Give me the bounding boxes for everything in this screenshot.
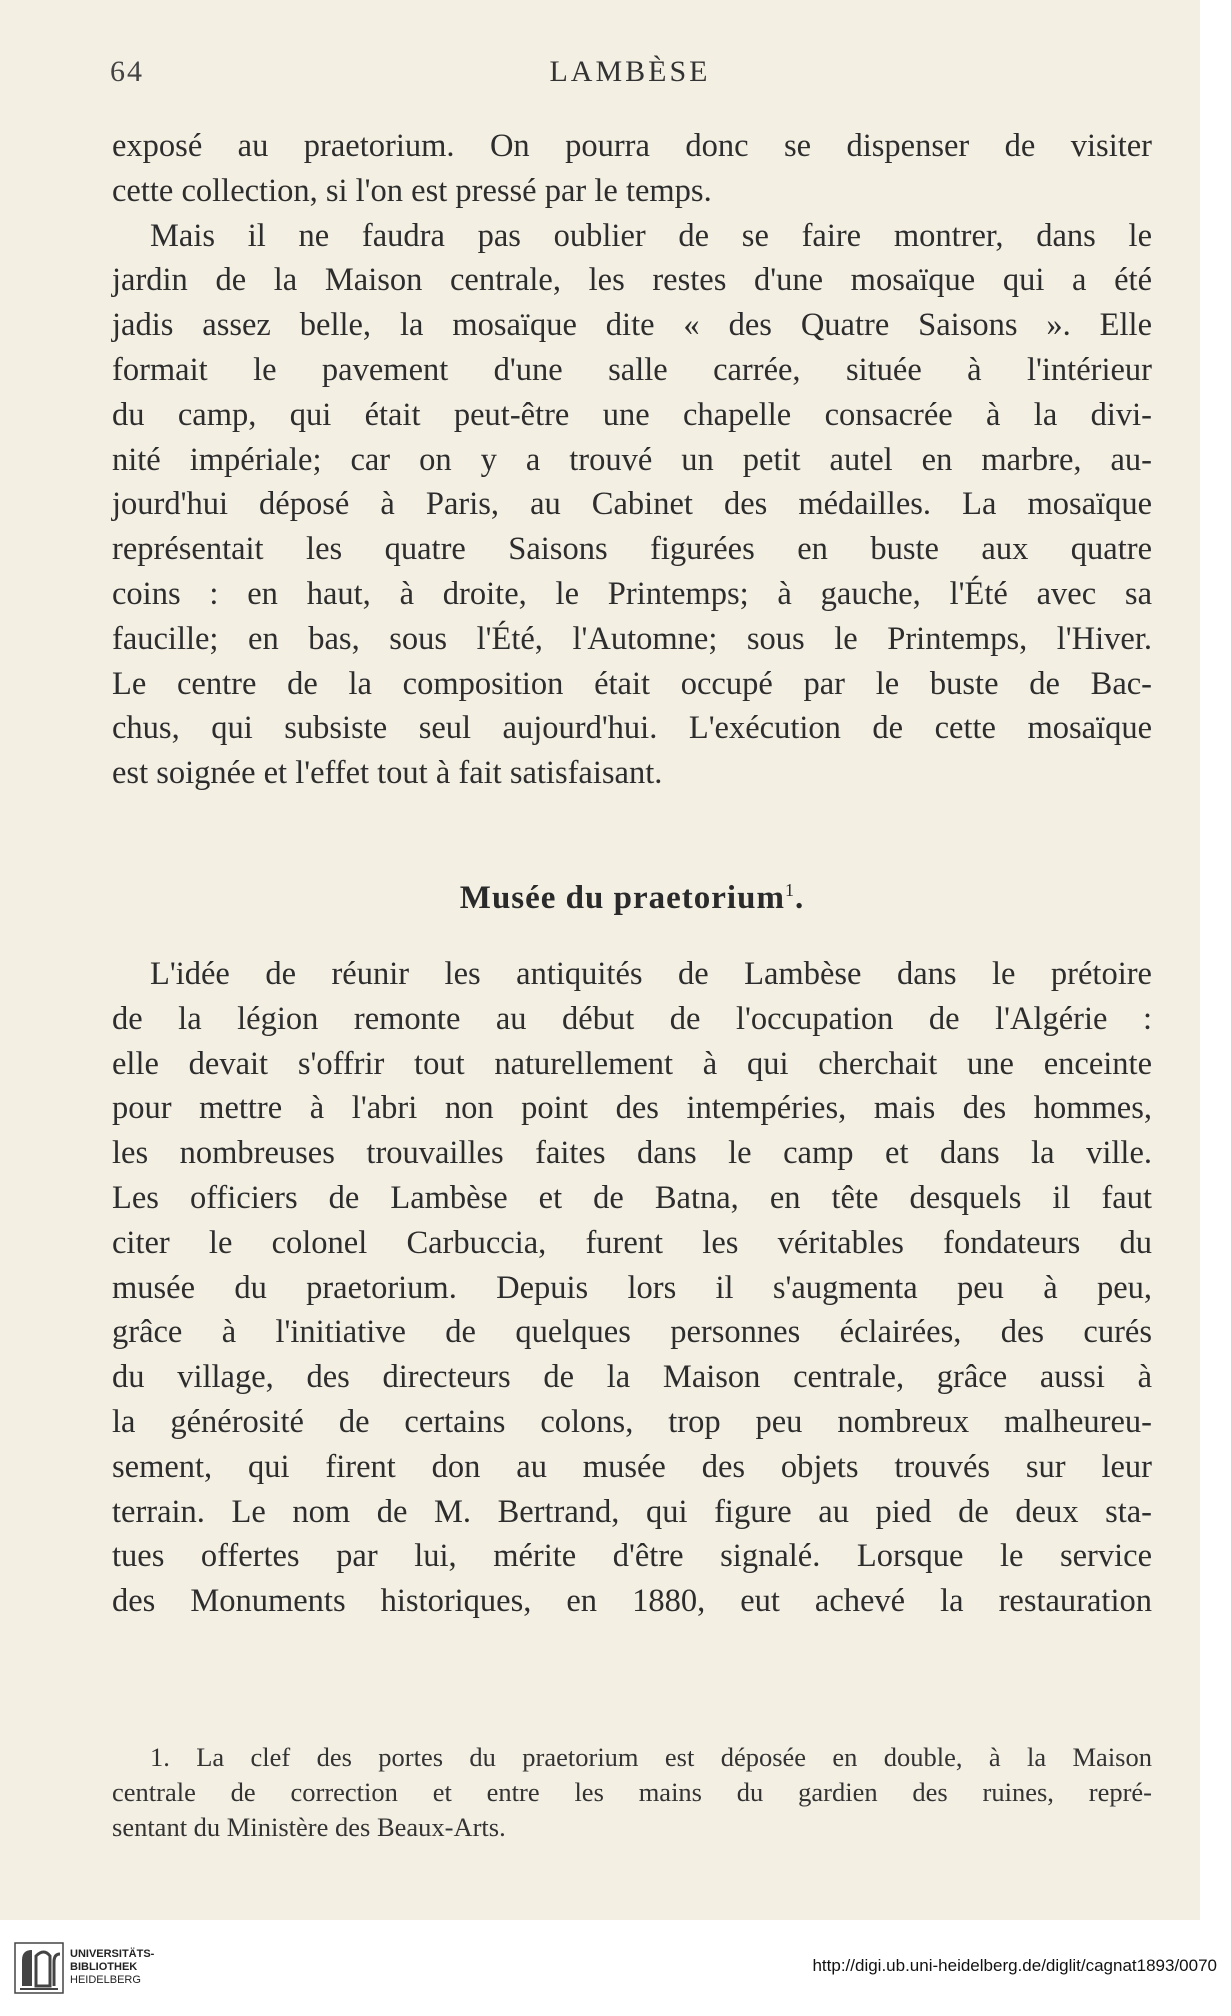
text-line: de la légion remonte au début de l'occupation de l'Algérie :: [112, 1000, 1152, 1037]
text-line: la générosité de certains colons, trop peu nombreux malheureu-: [112, 1403, 1152, 1440]
text-line: est soignée et l'effet tout à fait satisfaisant.: [112, 755, 663, 792]
scan-margin: [1200, 0, 1231, 2016]
text-line: jourd'hui déposé à Paris, au Cabinet des médailles. La mosaïque: [112, 486, 1152, 523]
text-line: L'idée de réunir les antiquités de Lambèse dans le prétoire: [150, 956, 1152, 992]
text-line: elle devait s'offrir tout naturellement à qui cherchait une enceinte: [112, 1045, 1152, 1082]
text-line: Le centre de la composition était occupé par le buste de Bac-: [112, 665, 1152, 702]
text-line: terrain. Le nom de M. Bertrand, qui figure au pied de deux sta-: [112, 1493, 1152, 1530]
footnote: [112, 1740, 1152, 1845]
text-line: les nombreuses trouvailles faites dans le camp et dans la ville.: [112, 1135, 1152, 1172]
section-heading-text: Musée du praetorium: [459, 880, 785, 916]
library-name-line: BIBLIOTHEK: [70, 1961, 138, 1973]
source-url[interactable]: http://digi.ub.uni-heidelberg.de/diglit/cagnat1893/0070: [812, 1956, 1217, 1975]
text-line: sement, qui firent don au musée des objets trouvés sur leur: [112, 1448, 1152, 1485]
footnote-mark: 1: [784, 880, 795, 900]
library-name-line: HEIDELBERG: [70, 1974, 141, 1986]
text-line: du camp, qui était peut-être une chapelle consacrée à la divi-: [112, 396, 1152, 433]
text-line: pour mettre à l'abri non point des intempéries, mais des hommes,: [112, 1090, 1152, 1127]
digitization-footer: [0, 1920, 1231, 2016]
text-line: coins : en haut, à droite, le Printemps; à gauche, l'Été avec sa: [112, 575, 1152, 612]
text-line: cette collection, si l'on est pressé par le temps.: [112, 172, 712, 209]
text-line: des Monuments historiques, en 1880, eut achevé la restauration: [112, 1583, 1152, 1620]
body-text: [112, 124, 1152, 796]
text-line: citer le colonel Carbuccia, furent les véritables fondateurs du: [112, 1224, 1152, 1261]
text-line: Les officiers de Lambèse et de Batna, en tête desquels il faut: [112, 1179, 1152, 1216]
text-line: faucille; en bas, sous l'Été, l'Automne; sous le Printemps, l'Hiver.: [112, 620, 1152, 657]
footnote-line: sentant du Ministère des Beaux-Arts.: [112, 1812, 506, 1842]
text-line: nité impériale; car on y a trouvé un petit autel en marbre, au-: [112, 441, 1152, 478]
footnote-line: 1. La clef des portes du praetorium est déposée en double, à la Maison: [150, 1742, 1152, 1772]
text-line: représentait les quatre Saisons figurées en buste aux quatre: [112, 531, 1152, 568]
page-header: [110, 55, 1150, 99]
text-line: formait le pavement d'une salle carrée, située à l'intérieur: [112, 351, 1152, 388]
text-line: grâce à l'initiative de quelques personnes éclairées, des curés: [112, 1314, 1152, 1351]
library-name: [70, 1948, 154, 1987]
running-title: LAMBÈSE: [549, 55, 711, 88]
footnote-line: centrale de correction et entre les mains du gardien des ruines, repré-: [112, 1777, 1152, 1807]
heidelberg-library-logo-icon: [14, 1942, 64, 1994]
text-line: jardin de la Maison centrale, les restes d'une mosaïque qui a été: [112, 262, 1152, 299]
text-line: tues offertes par lui, mérite d'être signalé. Lorsque le service: [112, 1538, 1152, 1575]
text-line: jadis assez belle, la mosaïque dite « des Quatre Saisons ». Elle: [112, 307, 1152, 344]
section-heading: Musée du praetorium$^1$.: [459, 880, 805, 916]
text-line: exposé au praetorium. On pourra donc se dispenser de visiter: [112, 128, 1152, 164]
library-name-line: UNIVERSITÄTS-: [70, 1948, 155, 1960]
text-line: chus, qui subsiste seul aujourd'hui. L'exécution de cette mosaïque: [112, 710, 1152, 747]
text-line: du village, des directeurs de la Maison centrale, grâce aussi à: [112, 1359, 1152, 1396]
page-number: 64: [110, 55, 144, 88]
text-line: musée du praetorium. Depuis lors il s'augmenta peu à peu,: [112, 1269, 1152, 1306]
section-body: [112, 952, 1152, 1624]
text-line: Mais il ne faudra pas oublier de se faire montrer, dans le: [150, 217, 1152, 254]
